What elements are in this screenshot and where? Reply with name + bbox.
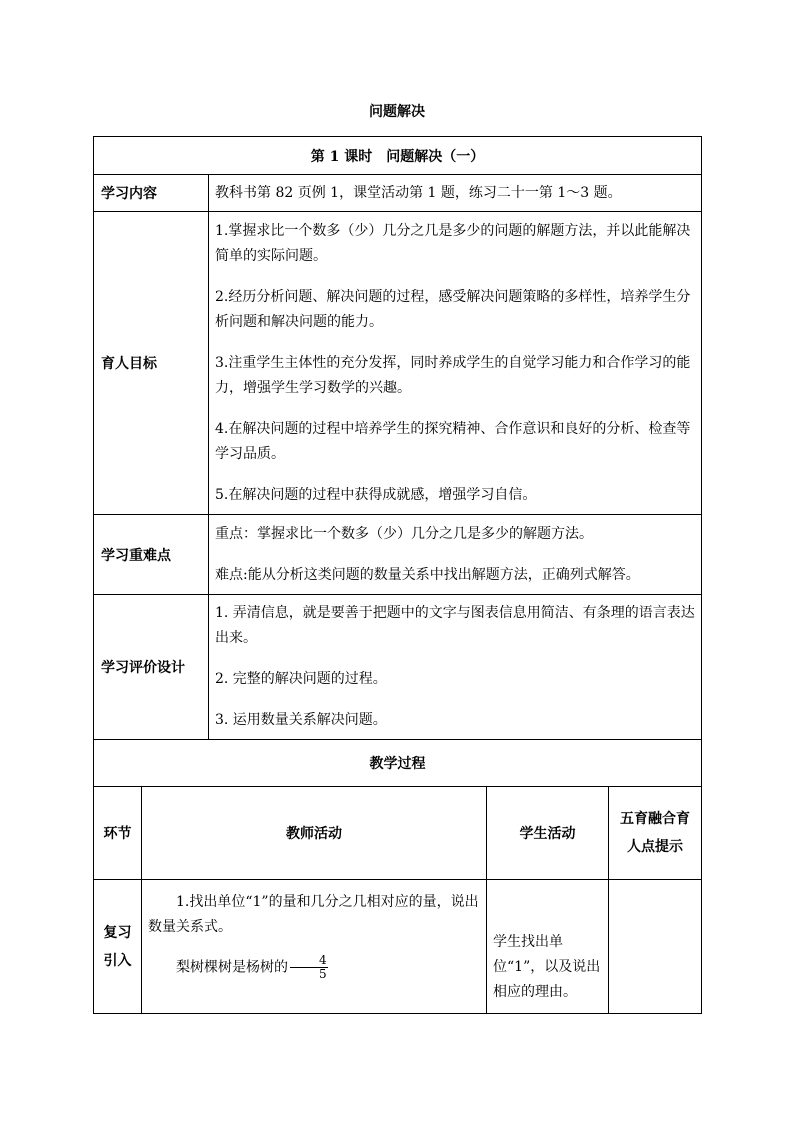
goal-item: 3.注重学生主体性的充分发挥，同时养成学生的自觉学习能力和合作学习的能力，增强学生学习数学的兴趣。	[215, 354, 691, 396]
stage-cell: 复习引入	[94, 880, 142, 1014]
goals-label: 育人目标	[94, 212, 209, 515]
evaluation-item: 3. 运用数量关系解决问题。	[215, 712, 387, 728]
process-title: 教学过程	[94, 740, 702, 787]
lesson-title-row	[94, 137, 702, 175]
stage-header: 环节	[94, 787, 142, 880]
goal-item: 2.经历分析问题、解决问题的过程，感受解决问题策略的多样性，培养学生分析问题和解决问题的能力。	[215, 288, 691, 330]
page-title: 问题解决	[369, 104, 425, 120]
teacher-activity-example	[148, 954, 480, 981]
evaluation-list	[209, 595, 702, 740]
content-text: 教科书第 82 页例 1，课堂活动第 1 题，练习二十一第 1～3 题。	[209, 175, 702, 212]
teacher-header: 教师活动	[142, 787, 487, 880]
goals-row	[94, 212, 702, 515]
content-label: 学习内容	[94, 175, 209, 212]
goal-item: 1.掌握求比一个数多（少）几分之几是多少的问题的解题方法，并以此能解决简单的实际问题。	[215, 222, 691, 264]
key-points-list	[209, 515, 702, 595]
tips-header: 五育融合育人点提示	[609, 787, 702, 880]
content-row	[94, 175, 702, 212]
student-activity: 学生找出单位“1”，以及说出相应的理由。	[487, 880, 609, 1014]
process-row	[94, 880, 702, 1014]
process-title-row	[94, 740, 702, 787]
evaluation-row	[94, 595, 702, 740]
process-header-row	[94, 787, 702, 880]
goals-list	[209, 212, 702, 515]
fraction-numerator: 4	[290, 954, 328, 968]
key-point-item: 重点：掌握求比一个数多（少）几分之几是多少的解题方法。	[215, 525, 593, 542]
key-points-label: 学习重难点	[94, 515, 209, 595]
evaluation-item: 2. 完整的解决问题的过程。	[215, 671, 387, 687]
lesson-title: 第 1 课时 问题解决（一）	[94, 137, 702, 175]
fraction-denominator: 5	[319, 967, 327, 981]
student-header: 学生活动	[487, 787, 609, 880]
key-points-row	[94, 515, 702, 595]
tips-cell	[609, 880, 702, 1014]
teacher-activity-example-text: 梨树棵树是杨树的	[176, 959, 288, 976]
lesson-plan-table	[93, 136, 702, 1014]
fraction	[290, 954, 328, 981]
teacher-activity-line: 1.找出单位“1”的量和几分之几相对应的量，说出数量关系式。	[148, 894, 479, 935]
key-point-item: 难点:能从分析这类问题的数量关系中找出解题方法，正确列式解答。	[215, 566, 640, 583]
goal-item: 5.在解决问题的过程中获得成就感，增强学习自信。	[215, 486, 537, 503]
teacher-activity	[142, 880, 487, 1014]
evaluation-item: 1. 弄清信息，就是要善于把题中的文字与图表信息用简洁、有条理的语言表达出来。	[215, 605, 695, 646]
evaluation-label: 学习评价设计	[94, 595, 209, 740]
goal-item: 4.在解决问题的过程中培养学生的探究精神、合作意识和良好的分析、检查等学习品质。	[215, 420, 691, 462]
